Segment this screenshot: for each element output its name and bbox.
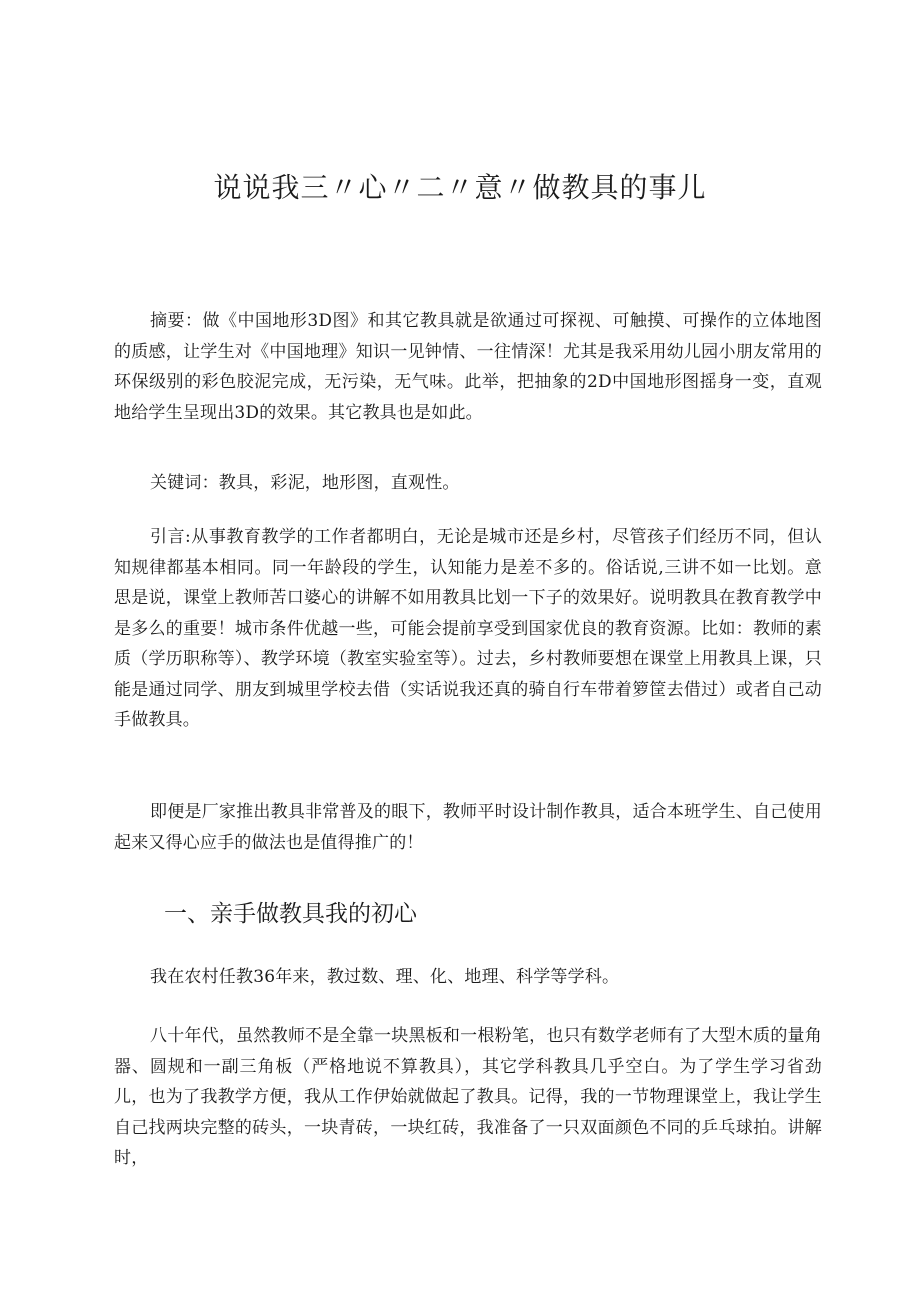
abstract-paragraph: 摘要：做《中国地形3D图》和其它教具就是欲通过可探视、可触摸、可操作的立体地图的质感，让学生对《中国地理》知识一见钟情、一往情深！尤其是我采用幼儿园小朋友常用的环保级别的彩色胶泥完成，无污染，无气味。此举，把抽象的2D中国地形图摇身一变，直观地给学生呈现出3D的效果。其它教具也是如此。 <box>114 311 822 423</box>
teaching-years-paragraph: 我在农村任教36年来，教过数、理、化、地理、科学等学科。 <box>150 967 620 987</box>
introduction-paragraph: 引言:从事教育教学的工作者都明白，无论是城市还是乡村，尽管孩子们经历不同，但认知规律都基本相同。同一年龄段的学生，认知能力是差不多的。俗话说,三讲不如一比划。意思是说，课堂上教师苦口婆心的讲解不如用教具比划一下子的效果好。说明教具在教育教学中是多么的重要！城市条件优越一些，可能会提前享受到国家优良的教育资源。比如：教师的素质（学历职称等）、教学环境（教室实验室等）。过去，乡村教师要想在课堂上用教具上课，只能是通过同学、朋友到城里学校去借（实话说我还真的骑自行车带着箩筐去借过）或者自己动手做教具。 <box>114 527 822 730</box>
promotion-paragraph: 即便是厂家推出教具非常普及的眼下，教师平时设计制作教具，适合本班学生、自己使用起来又得心应手的做法也是值得推广的！ <box>114 802 822 853</box>
keywords-paragraph: 关键词：教具，彩泥，地形图，直观性。 <box>150 473 460 493</box>
section-heading: 一、亲手做教具我的初心 <box>164 901 417 927</box>
document-title: 说说我三〃心〃二〃意〃做教具的事儿 <box>213 171 707 204</box>
eighties-paragraph: 八十年代，虽然教师不是全靠一块黑板和一根粉笔，也只有数学老师有了大型木质的量角器、圆规和一副三角板（严格地说不算教具），其它学科教具几乎空白。为了学生学习省劲儿，也为了我教学方便，我从工作伊始就做起了教具。记得，我的一节物理课堂上，我让学生自己找两块完整的砖头，一块青砖，一块红砖，我准备了一只双面颜色不同的乒乓球拍。讲解时， <box>114 1026 822 1168</box>
